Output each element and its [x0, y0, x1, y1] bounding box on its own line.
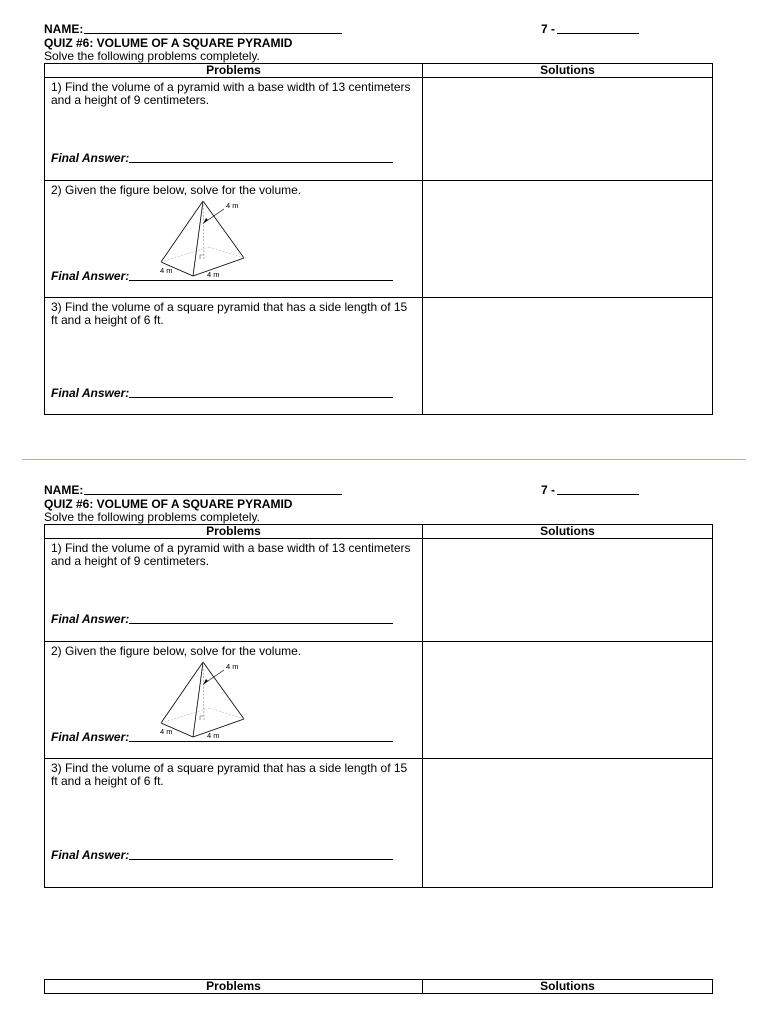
problem-cell-3 — [45, 298, 423, 415]
problems-header: Problems — [45, 980, 423, 994]
pyramid-figure — [157, 660, 253, 742]
table-row — [45, 642, 713, 759]
problem-cell-3 — [45, 759, 423, 888]
continued-table — [44, 979, 713, 994]
quiz-title: QUIZ #6: VOLUME OF A SQUARE PYRAMID — [44, 36, 293, 50]
name-label: NAME: — [44, 483, 84, 497]
base-left-label: 4 m — [160, 266, 173, 275]
problems-header: Problems — [45, 525, 423, 539]
final-answer-label: Final Answer: — [51, 848, 130, 862]
solutions-header: Solutions — [423, 525, 713, 539]
table-row — [45, 539, 713, 642]
problem-3-text: 3) Find the volume of a square pyramid that has a side length of 15 ft and a height of 6 ft. — [51, 300, 408, 327]
instructions: Solve the following problems completely. — [44, 510, 260, 524]
final-answer-blank[interactable] — [129, 162, 393, 163]
problems-table — [44, 524, 713, 888]
problem-cell-1 — [45, 78, 423, 181]
quiz-title: QUIZ #6: VOLUME OF A SQUARE PYRAMID — [44, 497, 293, 511]
slant-height-label: 4 m — [226, 662, 239, 671]
page-divider — [22, 459, 746, 460]
table-row — [45, 298, 713, 415]
final-answer-blank[interactable] — [129, 741, 393, 742]
problem-2-text: 2) Given the figure below, solve for the volume. — [51, 183, 302, 197]
solution-cell-3[interactable] — [423, 298, 713, 415]
table-row — [45, 78, 713, 181]
solutions-header: Solutions — [423, 64, 713, 78]
pyramid-figure — [157, 199, 253, 281]
base-right-label: 4 m — [207, 270, 220, 279]
final-answer-label: Final Answer: — [51, 151, 130, 165]
problem-cell-2 — [45, 181, 423, 298]
quiz-header — [44, 483, 712, 497]
solution-cell-1[interactable] — [423, 78, 713, 181]
class-blank[interactable] — [557, 494, 639, 495]
final-answer-label: Final Answer: — [51, 269, 130, 283]
problem-3-text: 3) Find the volume of a square pyramid that has a side length of 15 ft and a height of 6 ft. — [51, 761, 408, 788]
problems-table-continued — [44, 979, 713, 994]
instructions: Solve the following problems completely. — [44, 49, 260, 63]
problem-1-text: 1) Find the volume of a pyramid with a base width of 13 centimeters and a height of 9 centimeters. — [51, 80, 411, 107]
problem-cell-2 — [45, 642, 423, 759]
solutions-header: Solutions — [423, 980, 713, 994]
class-label: 7 - — [541, 22, 556, 36]
solution-cell-1[interactable] — [423, 539, 713, 642]
final-answer-blank[interactable] — [129, 623, 393, 624]
final-answer-blank[interactable] — [129, 280, 393, 281]
name-blank[interactable] — [84, 33, 342, 34]
problem-1-text: 1) Find the volume of a pyramid with a base width of 13 centimeters and a height of 9 centimeters. — [51, 541, 411, 568]
class-label: 7 - — [541, 483, 556, 497]
quiz-copy-2 — [44, 483, 712, 888]
table-row — [45, 181, 713, 298]
final-answer-blank[interactable] — [129, 397, 393, 398]
base-left-label: 4 m — [160, 727, 173, 736]
class-blank[interactable] — [557, 33, 639, 34]
final-answer-label: Final Answer: — [51, 386, 130, 400]
solution-cell-2[interactable] — [423, 642, 713, 759]
final-answer-blank[interactable] — [129, 859, 393, 860]
base-right-label: 4 m — [207, 731, 220, 740]
final-answer-label: Final Answer: — [51, 730, 130, 744]
final-answer-label: Final Answer: — [51, 612, 130, 626]
solution-cell-3[interactable] — [423, 759, 713, 888]
solution-cell-2[interactable] — [423, 181, 713, 298]
slant-height-label: 4 m — [226, 201, 239, 210]
name-label: NAME: — [44, 22, 84, 36]
problem-cell-1 — [45, 539, 423, 642]
quiz-header — [44, 22, 712, 36]
name-blank[interactable] — [84, 494, 342, 495]
table-row — [45, 759, 713, 888]
problems-header: Problems — [45, 64, 423, 78]
quiz-copy-1 — [44, 22, 712, 415]
problems-table — [44, 63, 713, 415]
problem-2-text: 2) Given the figure below, solve for the volume. — [51, 644, 302, 658]
